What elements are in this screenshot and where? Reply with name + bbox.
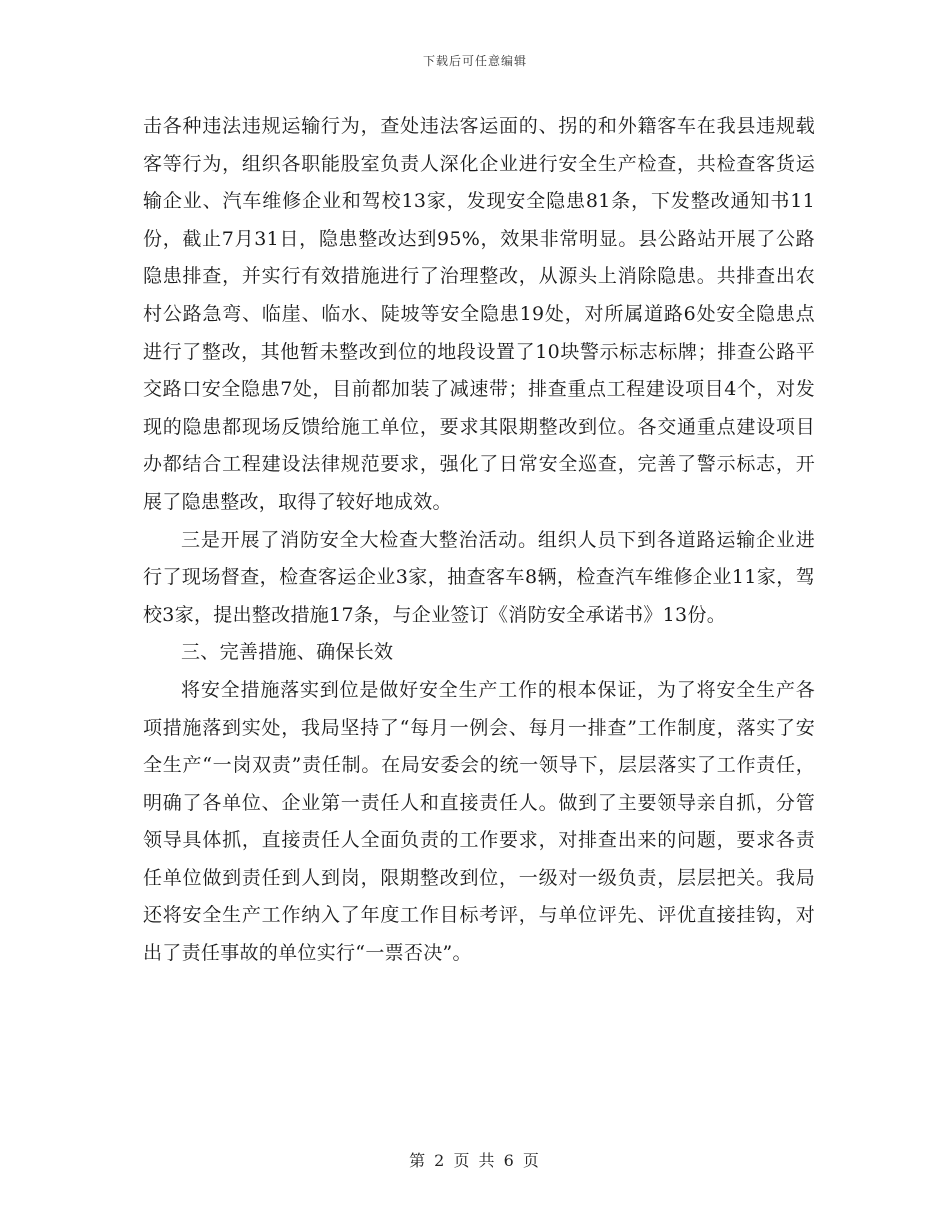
page-number: 第 2 页 共 6 页	[409, 1151, 541, 1170]
paragraph-continuation: 击各种违法违规运输行为，查处违法客运面的、拐的和外籍客车在我县违规载客等行为，组织各职能股室负责人深化企业进行安全生产检查，共检查客货运输企业、汽车维修企业和驾校13家，发现安全隐患81条，下发整改通知书11份，截止7月31日，隐患整改达到95%，效果非常明显。县公路站开展了公路隐患排查，并实行有效措施进行了治理整改，从源头上消除隐患。共排查出农村公路急弯、临崖、临水、陡坡等安全隐患19处，对所属道路6处安全隐患点进行了整改，其他暂未整改到位的地段设置了10块警示标志标牌；排查公路平交路口安全隐患7处，目前都加装了减速带；排查重点工程建设项目4个，对发现的隐患都现场反馈给施工单位，要求其限期整改到位。各交通重点建设项目办都结合工程建设法律规范要求，强化了日常安全巡查，完善了警示标志，开展了隐患整改，取得了较好地成效。	[143, 115, 815, 513]
section-heading: 三、完善措施、确保长效	[181, 641, 394, 664]
header-note: 下载后可任意编辑	[422, 54, 527, 68]
document-body	[143, 108, 815, 973]
paragraph-measures: 将安全措施落实到位是做好安全生产工作的根本保证，为了将安全生产各项措施落到实处，我局坚持了“每月一例会、每月一排查”工作制度，落实了安全生产“一岗双责”责任制。在局安委会的统一领导下，层层落实了工作责任，明确了各单位、企业第一责任人和直接责任人。做到了主要领导亲自抓，分管领导具体抓，直接责任人全面负责的工作要求，对排查出来的问题，要求各责任单位做到责任到人到岗，限期整改到位，一级对一级负责，层层把关。我局还将安全生产工作纳入了年度工作目标考评，与单位评先、评优直接挂钩，对出了责任事故的单位实行“一票否决”。	[143, 678, 815, 965]
paragraph-fire-safety: 三是开展了消防安全大检查大整治活动。组织人员下到各道路运输企业进行了现场督查，检查客运企业3家，抽查客车8辆，检查汽车维修企业11家，驾校3家，提出整改措施17条，与企业签订《消防安全承诺书》13份。	[143, 528, 815, 626]
